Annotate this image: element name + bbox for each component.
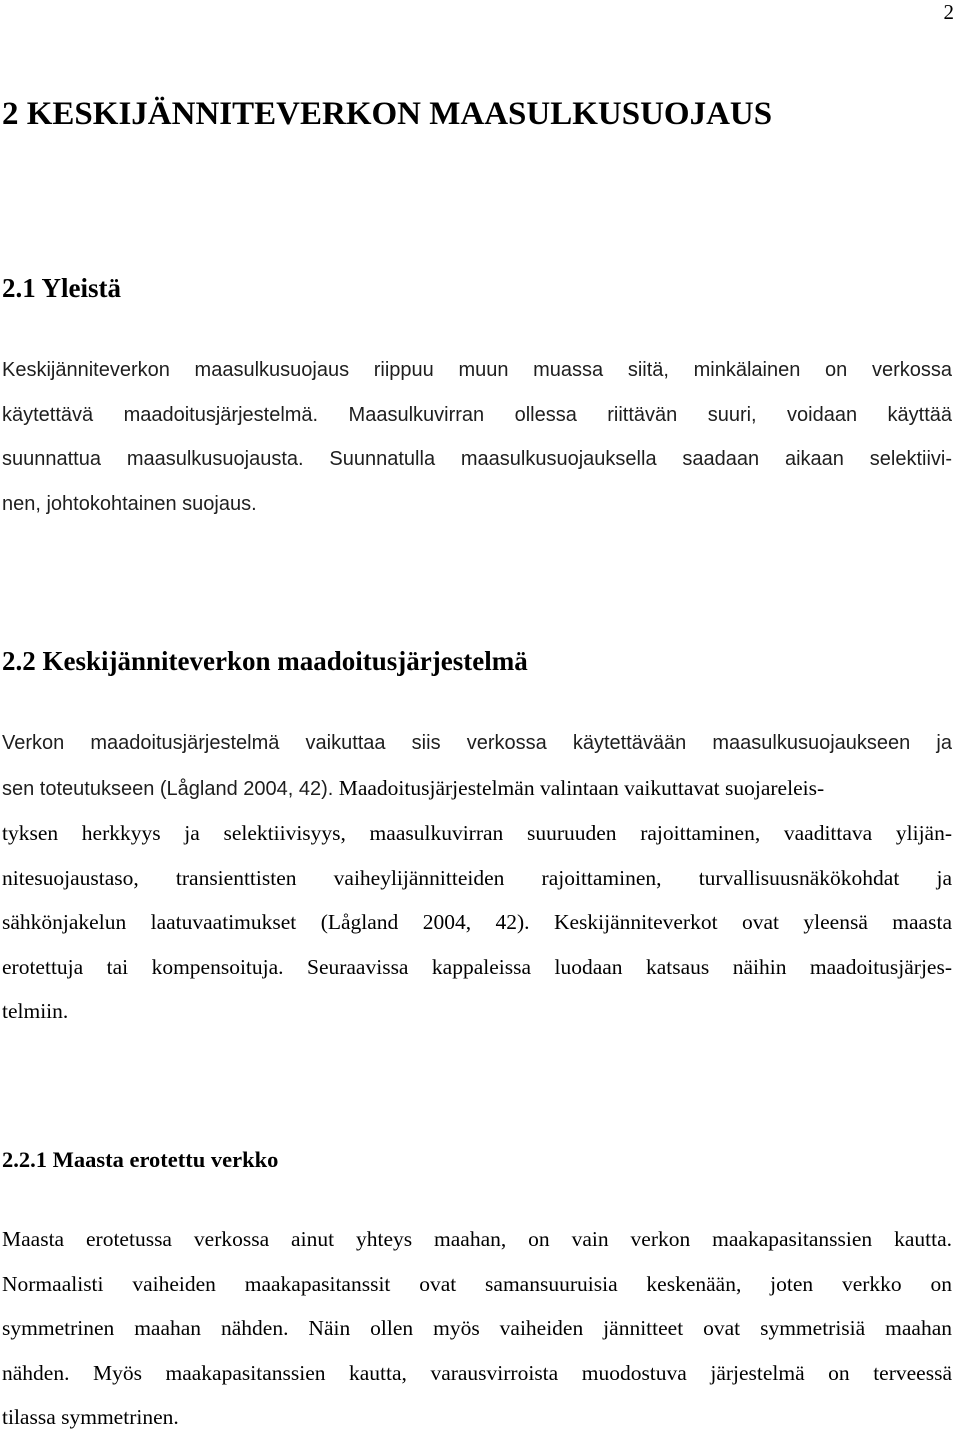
paragraph-line: symmetrinen maahan nähden. Näin ollen myös vaiheiden jännitteet ovat symmetrisiä maahan (2, 1316, 952, 1340)
paragraph-line: tilassa symmetrinen. (2, 1405, 179, 1429)
section-2-1-heading: 2.1 Yleistä (2, 273, 121, 303)
paragraph-line: erotettuja tai kompensoituja. Seuraavissa kappaleissa luodaan katsaus näihin maadoitusjärjes- (2, 954, 952, 979)
section-2-2-paragraph (2, 721, 952, 1034)
paragraph-line-mixed (2, 766, 952, 812)
chapter-title: 2 KESKIJÄNNITEVERKON MAASULKUSUOJAUS (2, 96, 773, 132)
section-2-2-heading: 2.2 Keskijänniteverkon maadoitusjärjestelmä (2, 646, 528, 676)
paragraph-line: nen, johtokohtainen suojaus. (2, 492, 257, 515)
page-number: 2 (943, 0, 954, 24)
paragraph-line: käytettävä maadoitusjärjestelmä. Maasulkuvirran ollessa riittävän suuri, voidaan käyttää (2, 403, 952, 426)
paragraph-line: Normaalisti vaiheiden maakapasitanssit ovat samansuuruisia keskenään, joten verkko on (2, 1271, 952, 1296)
paragraph-line-part: Maadoitusjärjestelmän valintaan vaikuttavat suojareleis- (333, 775, 825, 800)
section-2-2-1-heading: 2.2.1 Maasta erotettu verkko (2, 1147, 279, 1172)
section-2-2-1-paragraph (2, 1217, 952, 1440)
paragraph-line: suunnattua maasulkusuojausta. Suunnatulla maasulkusuojauksella saadaan aikaan selektiivi- (2, 448, 952, 470)
paragraph-line: Verkon maadoitusjärjestelmä vaikuttaa siis verkossa käytettävään maasulkusuojaukseen ja (2, 732, 952, 754)
paragraph-line: tyksen herkkyys ja selektiivisyys, maasulkuvirran suuruuden rajoittaminen, vaadittava ylijän- (2, 821, 952, 845)
paragraph-line: nähden. Myös maakapasitanssien kautta, varausvirroista muodostuva järjestelmä on terveessä (2, 1360, 952, 1385)
section-2-1-paragraph (2, 348, 952, 526)
paragraph-line: sähkönjakelun laatuvaatimukset (Lågland 2004, 42). Keskijänniteverkot ovat yleensä maasta (2, 910, 952, 934)
paragraph-line: telmiin. (2, 999, 69, 1023)
paragraph-line: Maasta erotetussa verkossa ainut yhteys maahan, on vain verkon maakapasitanssien kautta. (2, 1227, 952, 1251)
paragraph-line-part: sen toteutukseen (Lågland 2004, 42). (2, 777, 334, 800)
paragraph-line: nitesuojaustaso, transienttisten vaiheylijännitteiden rajoittaminen, turvallisuusnäkökohdat ja (2, 865, 952, 890)
paragraph-line: Keskijänniteverkon maasulkusuojaus riippuu muun muassa siitä, minkälainen on verkossa (2, 359, 952, 381)
